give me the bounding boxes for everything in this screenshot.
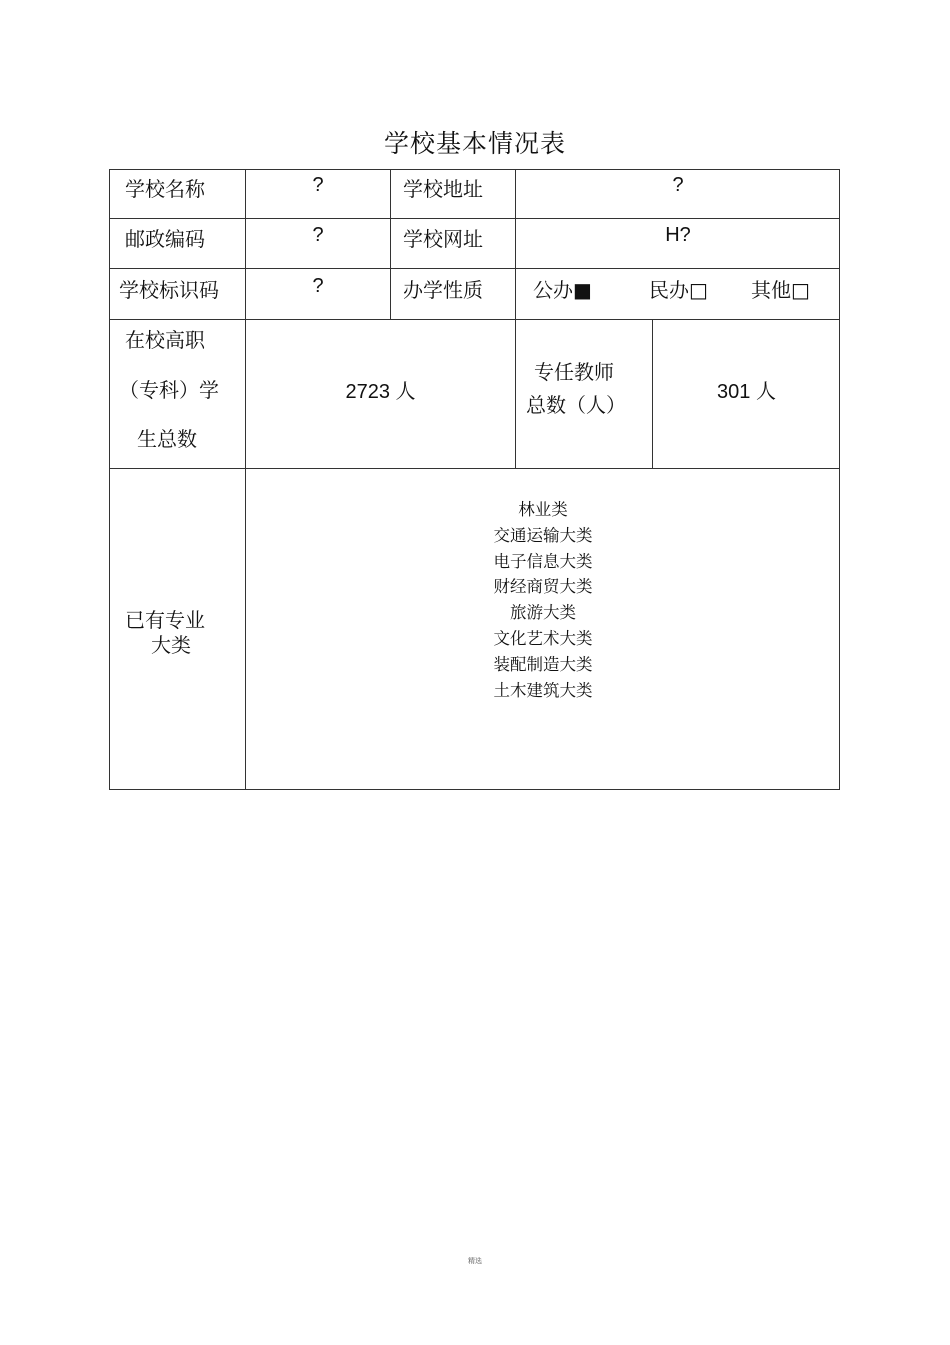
label-school-id: 学校标识码 bbox=[119, 278, 219, 302]
label-postal-code: 邮政编码 bbox=[125, 227, 205, 251]
list-item: 电子信息大类 bbox=[493, 551, 593, 571]
page-title: 学校基本情况表 bbox=[383, 129, 566, 158]
label-student-total-line2: （专科）学 bbox=[119, 378, 219, 402]
label-school-name: 学校名称 bbox=[125, 177, 205, 201]
value-school-address: ? bbox=[672, 174, 684, 196]
footer-note: 精选 bbox=[468, 1257, 482, 1265]
label-student-total-line3: 生总数 bbox=[137, 427, 197, 451]
label-website: 学校网址 bbox=[403, 227, 483, 251]
list-item: 林业类 bbox=[518, 500, 568, 519]
label-teacher-total-line2: 总数（人） bbox=[526, 393, 626, 417]
column-divider bbox=[390, 169, 391, 319]
label-majors-line2: 大类 bbox=[151, 633, 191, 657]
value-website: H? bbox=[665, 224, 691, 246]
label-teacher-total-line1: 专任教师 bbox=[534, 360, 614, 384]
list-item: 旅游大类 bbox=[510, 603, 576, 623]
row-divider bbox=[109, 319, 840, 320]
row-divider bbox=[109, 218, 840, 219]
option-public: 公办■ bbox=[533, 278, 592, 302]
row-divider bbox=[109, 268, 840, 269]
list-item: 交通运输大类 bbox=[493, 525, 593, 545]
option-private: 民办□ bbox=[649, 278, 708, 302]
value-school-id: ? bbox=[312, 275, 324, 297]
row-divider bbox=[109, 468, 840, 469]
majors-list bbox=[246, 497, 840, 703]
value-postal-code: ? bbox=[312, 224, 324, 246]
option-other: 其他□ bbox=[751, 278, 810, 302]
list-item: 装配制造大类 bbox=[493, 654, 593, 674]
list-item: 土木建筑大类 bbox=[493, 680, 593, 700]
label-school-address: 学校地址 bbox=[403, 177, 483, 201]
list-item: 文化艺术大类 bbox=[493, 628, 593, 648]
value-student-total: 2723 人 bbox=[345, 381, 416, 403]
list-item: 财经商贸大类 bbox=[493, 577, 593, 597]
value-school-name: ? bbox=[312, 174, 324, 196]
column-divider bbox=[515, 169, 516, 468]
label-majors-line1: 已有专业 bbox=[125, 608, 205, 632]
label-student-total-line1: 在校高职 bbox=[125, 328, 205, 352]
value-teacher-total: 301 人 bbox=[717, 381, 776, 403]
label-school-nature: 办学性质 bbox=[403, 278, 483, 302]
